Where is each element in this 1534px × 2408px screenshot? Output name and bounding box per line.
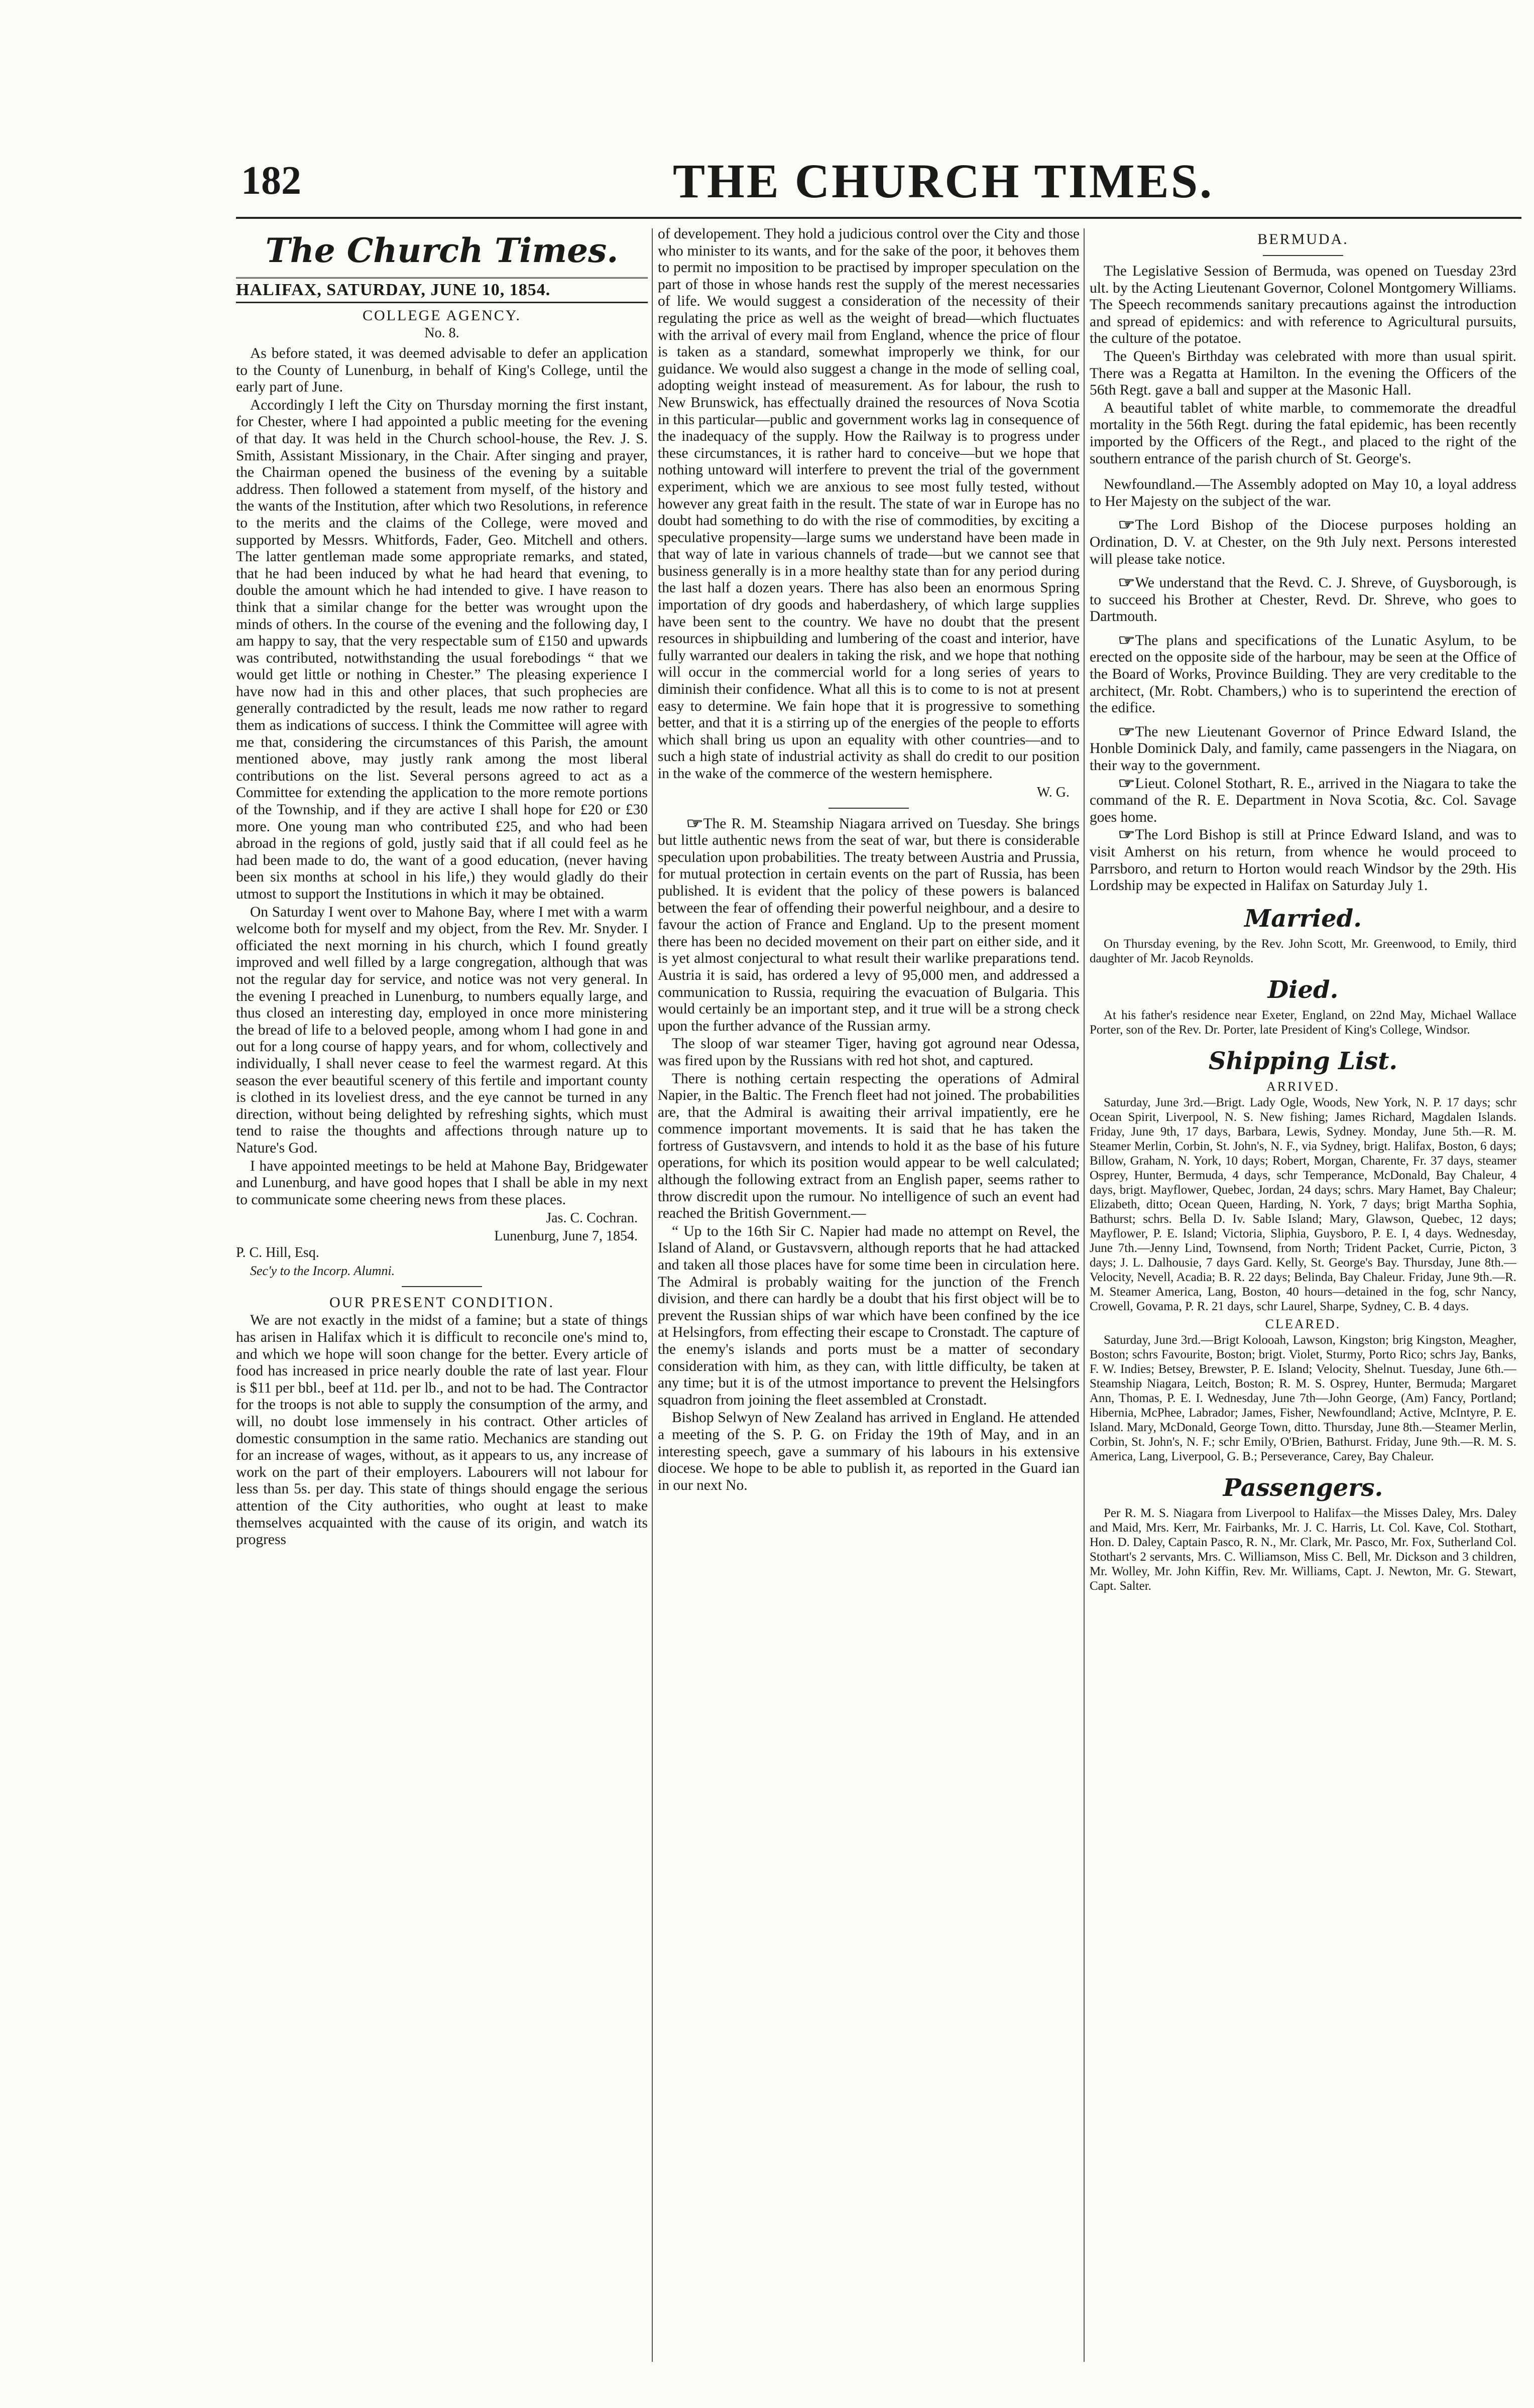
pointing-hand-icon: ☞ [1118,575,1135,591]
pointing-hand-icon: ☞ [1118,517,1135,534]
article-paragraph: I have appointed meetings to be held at Mahone Bay, Bridgewater and Lunenburg, and have good hopes that I shall be able in my next to communicate some cheering news from these places. [236,1158,648,1208]
pointing-hand-icon: ☞ [1118,632,1135,649]
dateline: HALIFAX, SATURDAY, JUNE 10, 1854. [236,277,648,303]
article-paragraph: of developement. They hold a judicious control over the City and those who minister to its wants, and for the sake of the poor, it behoves them to permit no imposition to be practised by improper speculation on the part of those in whose hands rest the supply of the merest necessaries of life. We would suggest a consideration of the necessity of their regulating the price as well as the weight of bread—which fluctuates with the arrival of every mail from England, whence the price of flour is taken as a standard, somewhat improperly we think, for our guidance. We would also suggest a change in the mode of selling coal, adopting weight instead of measurement. As for labour, the rush to New Brunswick, has effectually drained the resources of Nova Scotia in this particular—public and government works lag in consequence of the inadequacy of the supply. How the Railway is to progress under these circumstances, it is rather hard to conceive—but we hope that nothing untoward will interfere to prevent the trial of the government experiment, which we are anxious to see most fully tested, without however any great faith in the result. The state of war in Europe has no doubt had something to do with the rise of commodities, by exciting a speculative propensity—large sums we understand have been made in that way of late in various channels of trade—but we cannot see that business generally is in a more healthy state than for any period during the last half a dozen years. There has also been an enormous Spring importation of dry goods and haberdashery, of which large supplies have been sent to the country. We have no doubt that the present resources in shipbuilding and lumbering of the coast and interior, have fully warranted our dealers in taking the risk, and we hope that nothing will occur in the commercial world for a long series of years to diminish their confidence. What all this is to come to is not at present easy to determine. We fain hope that it is progressive to something better, and that it is a stirring up of the energies of the people to efforts which shall bring us upon an equality with other countries—and to such a high state of industrial activity as shall do credit to our position in the wake of the commerce of the western hemisphere. [658,226,1080,782]
pointing-hand-icon: ☞ [686,815,703,832]
separator [402,1286,482,1287]
editorial-title: The Church Times. [265,231,619,270]
cleared-heading: CLEARED. [1265,1316,1341,1331]
news-text: The Lord Bishop of the Diocese purposes holding an Ordination, D. V. at Chester, on the 9th July next. Persons interested will please take notice. [1090,517,1516,567]
married-notice: On Thursday evening, by the Rev. John Scott, Mr. Greenwood, to Emily, third daughter of Mr. Jacob Reynolds. [1090,937,1516,965]
bermuda-heading: BERMUDA. [1257,231,1349,247]
article-paragraph: Accordingly I left the City on Thursday morning the first instant, for Chester, where I had appointed a public meeting for the evening of that day. It was held in the Church school-house, the Rev. J. S. Smith, Assistant Missionary, in the Chair. After singing and prayer, the Chairman opened the business of the evening by a suitable address. Then followed a statement from myself, of the history and the wants of the Institution, after which two Resolutions, in reference to the merits and the claims of the College, were moved and supported by Messrs. Whitfords, Fader, Geo. Mitchell and others. The latter gentleman made some appropriate remarks, and stated, that he had been induced by what he had heard that evening, to double the amount which he had intended to give. I have reason to think that a similar change for the better was wrought upon the minds of others. In the course of the evening and the following day, I am happy to say, that the very respectable sum of £150 and upwards was contributed, notwithstanding the usual forebodings “ that we would get little or nothing in Chester.” The pleasing experience I have now had in this and other places, that such prophecies are generally contradicted by the result, leads me now rather to regard them as indications of success. I think the Committee will agree with me that, considering the circumstances of this Parish, the amount mentioned above, may justly rank among the most liberal contributions on the list. Several persons agreed to act as a Committee for extending the application to the more remote portions of the Township, and if they are active I shall hope for £20 or £30 more. One young man who contributed £25, and who had been abroad in the regions of gold, justly said that if all could feel as he had been made to do, the want of a good education, (never having been six months at school in his life,) they would gladly do their utmost to support the Institutions in which it may be obtained. [236,397,648,902]
died-heading: Died. [1267,975,1339,1004]
news-item: The Queen's Birthday was celebrated with more than usual spirit. There was a Regatta at Hamilton. In the evening the Officers of the 56th Regt. gave a ball and supper at the Masonic Hall. [1090,348,1516,399]
news-item: The Legislative Session of Bermuda, was opened on Tuesday 23rd ult. by the Acting Lieutenant Governor, Colonel Montgomery Williams. The Speech recommends sanitary precautions against the introduction and spread of epidemics: and with reference to Agricultural pursuits, the culture of the potatoe. [1090,263,1516,347]
masthead [241,153,1534,213]
signature: Jas. C. Cochran. [546,1210,638,1226]
page-number: 182 [241,159,301,203]
present-condition-heading: OUR PRESENT CONDITION. [329,1294,554,1311]
article-paragraph: The sloop of war steamer Tiger, having got aground near Odessa, was fired upon by the Russians with red hot shot, and captured. [658,1036,1080,1069]
news-item: A beautiful tablet of white marble, to commemorate the dreadful mortality in the 56th Regt. during the fatal epidemic, has been recently imported by the Officers of the Regt., and placed to the right of the southern entrance of the parish church of St. George's. [1090,400,1516,467]
news-item [1090,632,1516,717]
pointing-hand-icon: ☞ [1118,775,1135,792]
arrived-list: Saturday, June 3rd.—Brigt. Lady Ogle, Woods, New York, N. P. 17 days; schr Ocean Spirit, Liverpool, N. S. New fishing; James Richard, Magdalen Islands. Friday, June 9th, 17 days, Barbara, Lewis, Sydney. Monday, June 5th.—R. M. Steamer Merlin, Corbin, St. John's, N. F., via Sydney, brigt. Halifax, Boston, 6 days; Billow, Graham, N. York, 10 days; Robert, Morgan, Charente, Fr. 37 days, steamer Osprey, Hunter, Bermuda, 4 days, schr Temperance, McDonald, Bay Chaleur, 4 days, brigt. Mayflower, Quebec, Jordan, 24 days; schrs. Mary Hamet, Bay Chaleur; Elizabeth, ditto; Ocean Queen, Harding, N. York, 7 days; brigt Martha Sophia, Bathurst; schrs. Bella D. Iv. Sable Island; Mary, Glawson, Quebec, 12 days; Mayflower, P. E. Island; Victoria, Sliphia, Guysboro, P. E. I, 4 days. Wednesday, June 7th.—Jenny Lind, Townsend, from North; Trident Packet, Currie, Picton, 3 days; J. L. Dalhousie, 7 days Gard. Kelly, St. George's Bay. Thursday, June 8th.—Velocity, Nevell, Acadia; B. R. 22 days; Belinda, Bay Chaleur. Friday, June 9th.—R. M. Steamer America, Lang, Boston, 40 hours—detained in the fog, schr Nancy, Crowell, Govama, P. R. 21 days, schr Laurel, Sharpe, Sydney, C. B. 4 days. [1090,1095,1516,1313]
column-2 [658,226,1080,1495]
news-text: The plans and specifications of the Lunatic Asylum, to be erected on the opposite side of the harbour, may be seen at the Office of the Board of Works, Province Building. They are very creditable to the architect, (Mr. Robt. Chambers,) who is to superintend the erection of the edifice. [1090,632,1516,716]
news-text: We understand that the Revd. C. J. Shreve, of Guysborough, is to succeed his Brother at Chester, Revd. Dr. Shreve, who goes to Dartmouth. [1090,575,1516,625]
news-text: Lieut. Colonel Stothart, R. E., arrived in the Niagara to take the command of the R. E. Department in Nova Scotia, &c. Col. Savage goes home. [1090,775,1516,825]
masthead-rule [236,217,1521,219]
column-1 [236,226,648,1550]
news-item [1090,776,1516,826]
article-text: The R. M. Steamship Niagara arrived on Tuesday. She brings but little authentic news from the seat of war, but there is considerable speculation upon probabilities. The treaty between Austria and Prussia, for mutual protection in certain events on the part of Russia, has been published. It is evident that the policy of these powers is balanced between the fear of offending their powerful neighbour, and a desire to favour the action of France and England. Up to the present moment there has been no decided movement on their part on either side, and it is yet almost conjectural to what result their warlike preparations tend. Austria it is said, has ordered a levy of 95,000 men, and addressed a communication to Russia, requiring the evacuation of Bulgaria. This would certainly be an important step, and it true will be a strong check upon the further advance of the Russian army. [658,815,1080,1034]
article-paragraph [658,816,1080,1035]
article-paragraph: As before stated, it was deemed advisable to defer an application to the County of Lunenburg, in behalf of King's College, until the early part of June. [236,345,648,396]
article-paragraph: We are not exactly in the midst of a famine; but a state of things has arisen in Halifax which it is difficult to reconcile one's mind to, and which we hope will soon change for the better. Every article of food has increased in price nearly double the rate of last year. Flour is $11 per bbl., beef at 11d. per lb., and not to be had. The Contractor for the troops is not able to supply the consumption of the army, and will, no doubt lose immensely in his contract. Other articles of domestic consumption in the same ratio. Mechanics are standing out for an increase of wages, without, as it appears to us, any increase of work on the part of their employers. Labourers will not labour for less than 5s. per day. This state of things should engage the serious attention of the City authorities, who ought at least to make themselves acquainted with the cause of its origin, and watch its progress [236,1312,648,1548]
cleared-list: Saturday, June 3rd.—Brigt Kolooah, Lawson, Kingston; brig Kingston, Meagher, Boston; schrs Favourite, Boston; brigt. Violet, Sturmy, Porto Rico; schrs Jay, Banks, F. W. Indies; Betsey, Brewster, P. E. Island; Velocity, Shelnut. Tuesday, June 6th.—Steamship Niagara, Leitch, Boston; R. M. S. Osprey, Hunter, Bermuda; Margaret Ann, Thomas, P. E. I. Wednesday, June 7th—John George, (Am) Fancy, Portland; Hibernia, McPhee, Labrador; James, Fisher, Newfoundland; Active, McIntyre, P. E. Island. Mary, McDonald, George Town, ditto. Thursday, June 8th.—Steamer Merlin, Corbin, St. John's, N. F.; schr Emily, O'Brien, Bathurst. Friday, June 9th.—R. M. S. America, Lang, Liverpool, G. B.; Perseverance, Carey, Bay Chaleur. [1090,1333,1516,1463]
married-heading: Married. [1244,904,1362,933]
paper-name: THE CHURCH TIMES. [673,154,1214,208]
article-paragraph: There is nothing certain respecting the operations of Admiral Napier, in the Baltic. The French fleet had not joined. The probabilities are, that the Admiral is awaiting their arrival impatiently, ere he commence important movements. It is said that he has taken the fortress of Gustavsvern, and intends to hold it as the base of his future operations, for which its position would appear to be well calculated; although the following extract from an English paper, seems rather to throw discredit upon the rumour. No intelligence of such an event had reached the British Government.— [658,1070,1080,1222]
separator [829,808,909,809]
arrived-heading: ARRIVED. [1266,1079,1340,1094]
college-agency-heading: COLLEGE AGENCY. [362,307,522,324]
news-text: The new Lieutenant Governor of Prince Edward Island, the Honble Dominick Daly, and family, came passengers in the Niagara, on their way to the government. [1090,723,1516,774]
initials: W. G. [1036,784,1070,800]
column-3 [1090,226,1516,1594]
passengers-list: Per R. M. S. Niagara from Liverpool to Halifax—the Misses Daley, Mrs. Daley and Maid, Mrs. Kerr, Mr. Fairbanks, Mr. J. C. Harris, Lt. Col. Kave, Col. Stothart, Hon. D. Daley, Captain Pasco, R. N., Mr. Clark, Mr. Pasco, Mr. Fox, Sutherland Col. Stothart's 2 servants, Mrs. C. Williamson, Miss C. Bell, Mr. Dickson and 3 children, Mr. Wolley, Mr. John Kiffin, Rev. Mr. Williams, Capt. J. Newton, Mr. G. Stewart, Capt. Salter. [1090,1506,1516,1593]
column-divider [1084,228,1085,2362]
article-paragraph: On Saturday I went over to Mahone Bay, where I met with a warm welcome both for myself and my object, from the Rev. Mr. Snyder. I officiated the next morning in his church, which I found greatly improved and well filled by a large congregation, although that was not the regular day for service, and notice was not very general. In the evening I preached in Lunenburg, to numbers equally large, and thus closed an interesting day, employed in once more ministering the bread of life to a beloved people, among whom I had gone in and out for a long course of happy years, and for whom, collectively and individually, I shall never cease to feel the warmest regard. At this season the ever beautiful scenery of this fertile and important county is clothed in its loveliest dress, and the eye cannot be turned in any direction, without being delighted by refreshing sights, which must tend to raise the thoughts and affections through nature up to Nature's God. [236,904,648,1156]
news-item [1090,575,1516,625]
signature-place: Lunenburg, June 7, 1854. [494,1228,638,1244]
article-paragraph: Bishop Selwyn of New Zealand has arrived in England. He attended a meeting of the S. P. G. on Friday the 19th of May, and in an interesting speech, gave a summary of his labours in his extensive diocese. We hope to be able to publish it, as reported in the Guard ian in our next No. [658,1410,1080,1493]
addressee-title: Sec'y to the Incorp. Alumni. [250,1263,395,1278]
shipping-list-heading: Shipping List. [1208,1047,1398,1075]
pointing-hand-icon: ☞ [1118,827,1135,843]
separator [1263,255,1343,256]
news-item [1090,827,1516,894]
news-item: Newfoundland.—The Assembly adopted on May 10, a loyal address to Her Majesty on the subject of the war. [1090,476,1516,510]
column-divider [652,228,653,2362]
news-text: The Lord Bishop is still at Prince Edward Island, and was to visit Amherst on his return, from whence he would proceed to Parrsboro, and return to Horton would reach Windsor by the 29th. His Lordship may be expected in Halifax on Saturday July 1. [1090,827,1516,894]
passengers-heading: Passengers. [1223,1473,1383,1502]
news-item [1090,724,1516,775]
college-agency-number: No. 8. [424,325,459,341]
article-paragraph: “ Up to the 16th Sir C. Napier had made no attempt on Revel, the Island of Aland, or Gustavsvern, although reports that he had attacked and taken all those places have for some time been in circulation here. The Admiral is probably waiting for the junction of the French division, and there can hardly be a doubt that his first object will be to prevent the Russian ships of war which have been confined by the ice at Helsingfors, from effecting their escape to Cronstadt. The capture of the enemy's islands and ports must be a matter of secondary consideration with him, as they can, with little difficulty, be taken at any time; but it is of the utmost importance to prevent the Helsingfors squadron from joining the fleet assembled at Cronstadt. [658,1223,1080,1408]
pointing-hand-icon: ☞ [1118,723,1135,740]
news-item [1090,517,1516,568]
died-notice: At his father's residence near Exeter, England, on 22nd May, Michael Wallace Porter, son of the Rev. Dr. Porter, late President of King's College, Windsor. [1090,1008,1516,1037]
addressee: P. C. Hill, Esq. [236,1245,319,1261]
